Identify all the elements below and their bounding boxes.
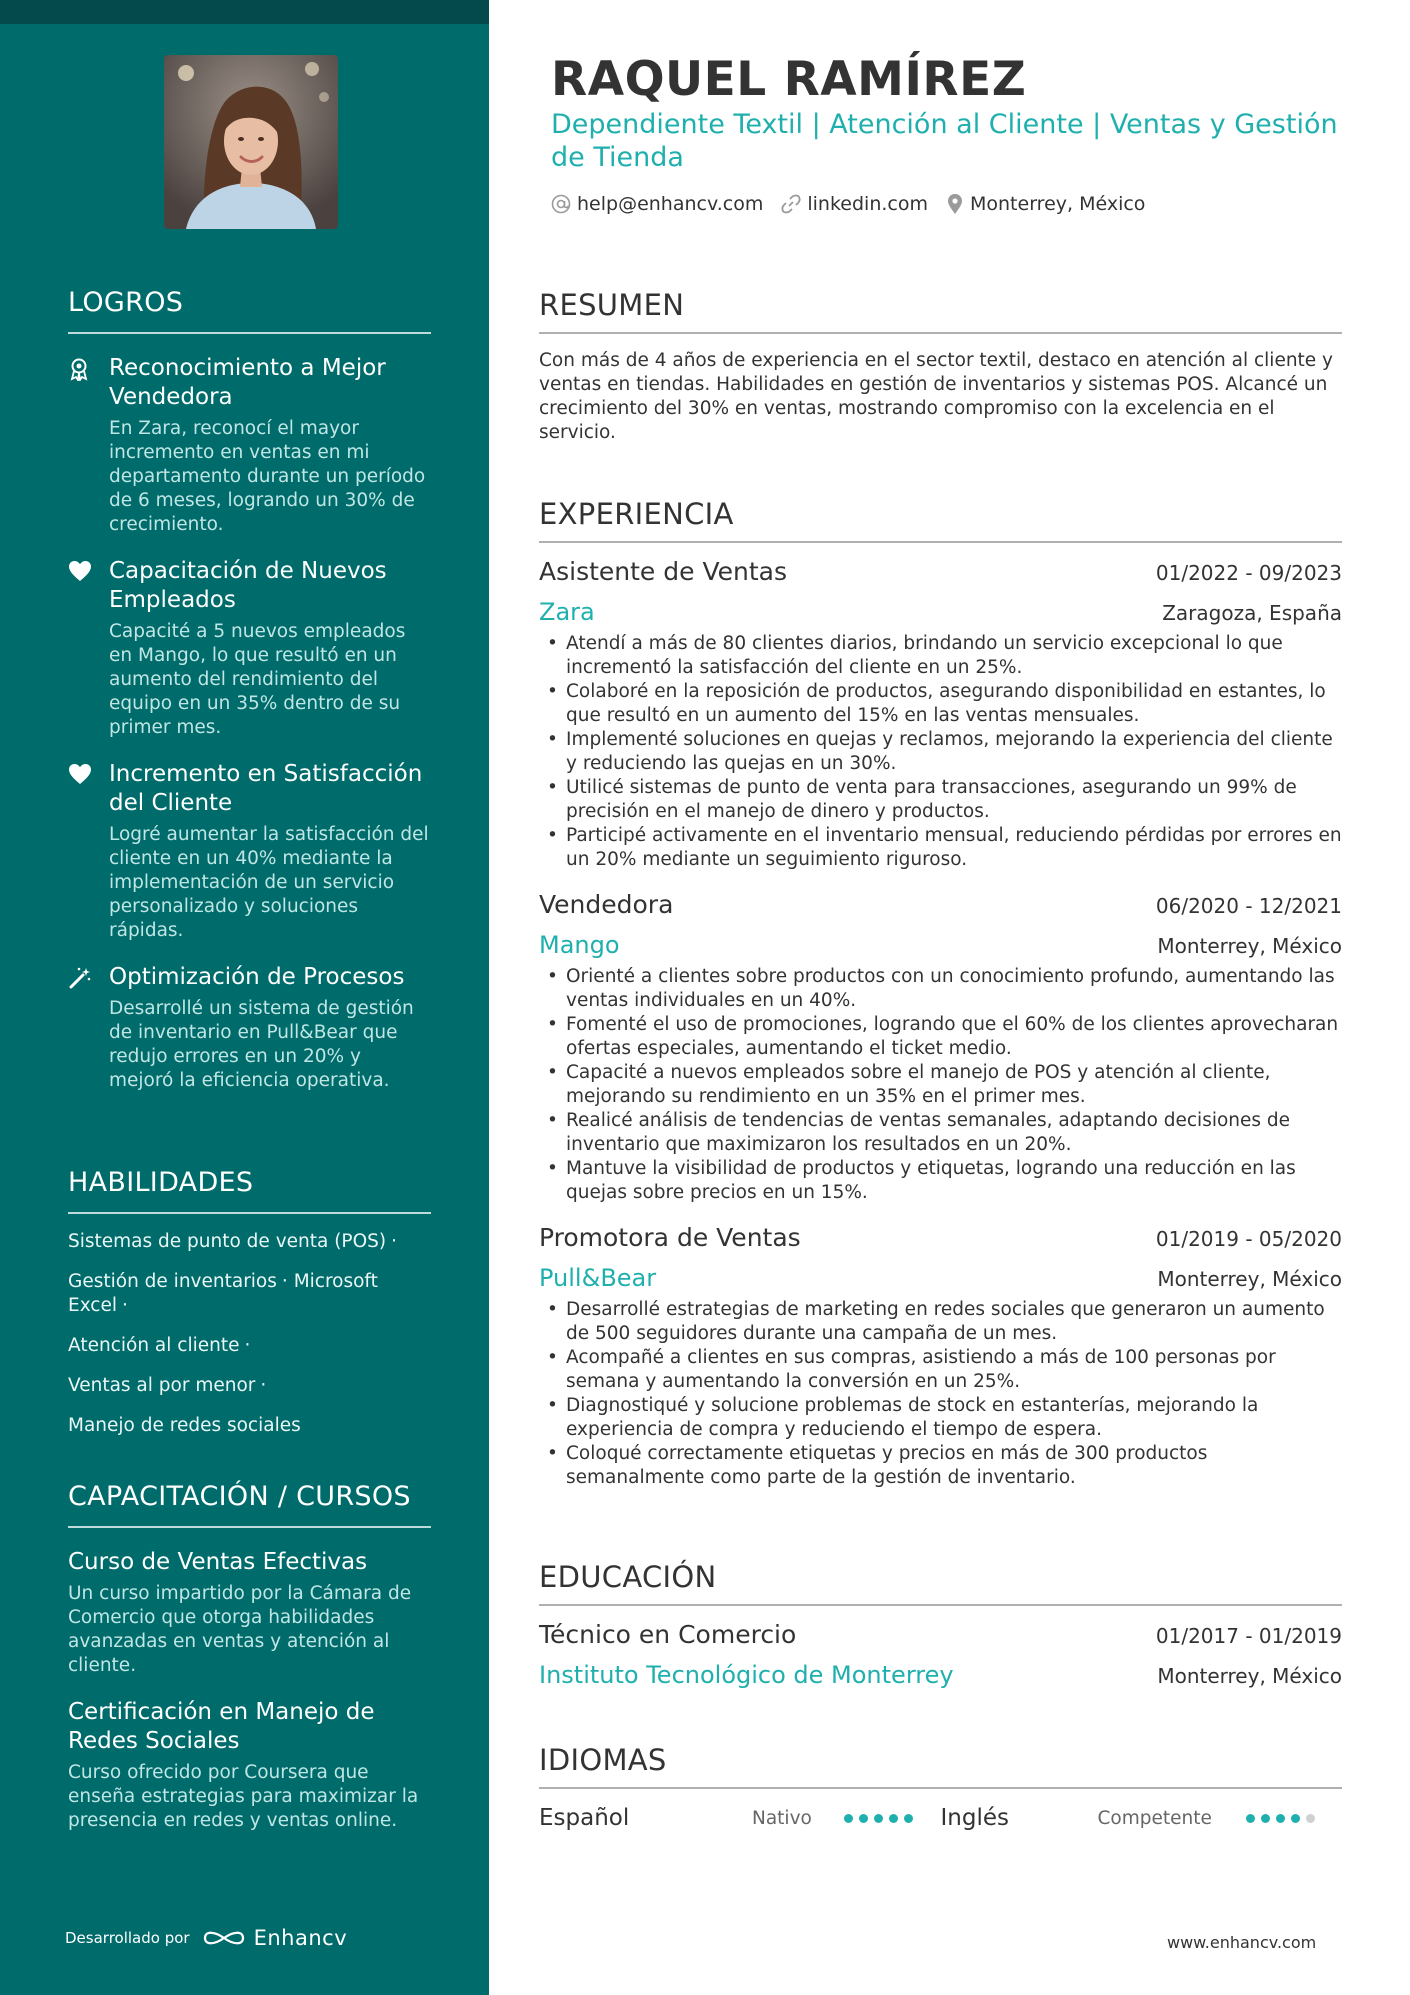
job-bullet: • Realicé análisis de tendencias de ventas semanales, adaptando decisiones de inventario que maximizaron los resultados en un 20%. — [539, 1109, 1342, 1157]
magic-wand-icon — [68, 966, 92, 990]
course-title: Curso de Ventas Efectivas — [68, 1549, 368, 1575]
education-section — [539, 1560, 1342, 1689]
courses-heading: CAPACITACIÓN / CURSOS — [68, 1481, 431, 1528]
contact-linkedin[interactable] — [781, 193, 928, 215]
achievement-description: En Zara, reconocí el mayor incremento en ventas en mi departamento durante un período de 6 meses, logrando un 30% de crecimiento. — [109, 418, 426, 535]
rating-dot — [904, 1814, 913, 1823]
skill-line — [68, 1374, 431, 1398]
course-item — [68, 1548, 431, 1678]
award-icon — [68, 357, 92, 381]
job-bullets — [539, 632, 1342, 872]
website-link[interactable]: www.enhancv.com — [1167, 1933, 1317, 1952]
skill-separator: · — [281, 1271, 288, 1292]
achievement-description: Capacité a 5 nuevos empleados en Mango, lo que resultó en un aumento del rendimiento del equipo en un 35% dentro de su primer mes. — [109, 621, 406, 738]
enhancv-logo-icon — [202, 1927, 246, 1949]
skills-list — [68, 1230, 431, 1438]
summary-heading: RESUMEN — [539, 288, 1342, 334]
job-company: Zara — [539, 598, 595, 626]
job-bullet: • Colaboré en la reposición de productos, asegurando disponibilidad en estantes, lo que resultó en un aumento del 15% en las ventas mensuales. — [539, 680, 1342, 728]
job-bullet: • Atendí a más de 80 clientes diarios, brindando un servicio excepcional lo que incrementó la satisfacción del cliente en un 25%. — [539, 632, 1342, 680]
skill-item: Manejo de redes sociales — [68, 1415, 301, 1436]
education-dates: 01/2017 - 01/2019 — [1155, 1624, 1342, 1648]
language-item — [539, 1805, 941, 1831]
location-text: Monterrey, México — [970, 193, 1146, 215]
experience-heading: EXPERIENCIA — [539, 497, 1342, 543]
sidebar-footer — [65, 1926, 347, 1950]
achievement-item — [68, 354, 431, 537]
job-bullet: • Mantuve la visibilidad de productos y etiquetas, logrando una reducción en las quejas sobre precios en un 15%. — [539, 1157, 1342, 1205]
job-dates: 01/2019 - 05/2020 — [1155, 1227, 1342, 1251]
job-bullet: • Acompañé a clientes en sus compras, asistiendo a más de 100 personas por semana y aumentando la conversión en un 25%. — [539, 1346, 1342, 1394]
rating-dot — [844, 1814, 853, 1823]
achievement-title: Optimización de Procesos — [109, 964, 405, 990]
summary-text: Con más de 4 años de experiencia en el sector textil, destaco en atención al cliente y ventas en tiendas. Habilidades en gestión de inventarios y sistemas POS. Alcancé un crecimiento del 30% en ventas, mostrando compromiso con la excelencia en el servicio. — [539, 350, 1334, 443]
rating-dot — [1246, 1814, 1255, 1823]
education-heading: EDUCACIÓN — [539, 1560, 1342, 1606]
job-bullets — [539, 1298, 1342, 1490]
job-location: Monterrey, México — [1157, 934, 1342, 958]
skill-line — [68, 1414, 431, 1438]
job-company: Pull&Bear — [539, 1264, 657, 1292]
job-location: Monterrey, México — [1157, 1267, 1342, 1291]
job-bullet: • Capacité a nuevos empleados sobre el manejo de POS y atención al cliente, mejorando su rendimiento en un 35% en el primer mes. — [539, 1061, 1342, 1109]
education-entry — [539, 1620, 1342, 1689]
achievements-section — [68, 287, 431, 1093]
achievement-title: Reconocimiento a Mejor Vendedora — [109, 355, 386, 410]
skills-section — [68, 1167, 431, 1438]
courses-section — [68, 1481, 431, 1833]
job-entry — [539, 557, 1342, 872]
linkedin-text: linkedin.com — [807, 193, 928, 215]
job-bullet: • Diagnostiqué y solucione problemas de stock en estanterías, mejorando la experiencia de compra y reduciendo el tiempo de espera. — [539, 1394, 1342, 1442]
achievement-item — [68, 760, 431, 943]
rating-dot — [1291, 1814, 1300, 1823]
job-entry — [539, 1223, 1342, 1490]
languages-list — [539, 1805, 1342, 1831]
email-text: help@enhancv.com — [577, 193, 764, 215]
course-description: Curso ofrecido por Coursera que enseña estrategias para maximizar la presencia en redes y ventas online. — [68, 1762, 419, 1831]
skill-separator: · — [260, 1375, 267, 1396]
skill-item: Microsoft Excel — [68, 1271, 378, 1316]
achievement-title: Capacitación de Nuevos Empleados — [109, 558, 387, 613]
skill-separator: · — [391, 1231, 398, 1252]
achievement-title: Incremento en Satisfacción del Cliente — [109, 761, 423, 816]
rating-dot — [1276, 1814, 1285, 1823]
skill-item: Sistemas de punto de venta (POS) — [68, 1231, 387, 1252]
sidebar-top-bar — [0, 0, 489, 24]
skill-line — [68, 1334, 431, 1358]
school-name: Instituto Tecnológico de Monterrey — [539, 1661, 954, 1689]
achievement-description: Logré aumentar la satisfacción del cliente en un 40% mediante la implementación de un servicio personalizado y soluciones rápidas. — [109, 824, 429, 941]
job-title: Vendedora — [539, 890, 674, 919]
skill-line — [68, 1270, 431, 1318]
summary-section — [539, 288, 1342, 445]
language-rating — [844, 1814, 919, 1823]
job-bullet: • Participé activamente en el inventario mensual, reduciendo pérdidas por errores en un 20% mediante un seguimiento riguroso. — [539, 824, 1342, 872]
developed-by-label: Desarrollado por — [65, 1929, 190, 1947]
language-name: Español — [539, 1805, 630, 1831]
job-bullet: • Coloqué correctamente etiquetas y precios en más de 300 productos semanalmente como parte de la gestión de inventario. — [539, 1442, 1342, 1490]
job-title: Asistente de Ventas — [539, 557, 787, 586]
job-bullet: • Fomenté el uso de promociones, logrando que el 60% de los clientes aprovecharan ofertas especiales, aumentando el ticket medio. — [539, 1013, 1342, 1061]
skill-line — [68, 1230, 431, 1254]
job-dates: 01/2022 - 09/2023 — [1155, 561, 1342, 585]
contact-location — [946, 193, 1145, 215]
school-location: Monterrey, México — [1157, 1664, 1342, 1688]
profile-photo — [164, 55, 338, 229]
languages-heading: IDIOMAS — [539, 1743, 1342, 1789]
job-bullet: • Implementé soluciones en quejas y reclamos, mejorando la experiencia del cliente y reduciendo las quejas en un 30%. — [539, 728, 1342, 776]
link-icon — [781, 194, 801, 214]
achievements-heading: LOGROS — [68, 287, 431, 334]
achievement-item — [68, 557, 431, 740]
job-bullet: • Utilicé sistemas de punto de venta para transacciones, asegurando un 99% de precisión en el manejo de dinero y productos. — [539, 776, 1342, 824]
contact-bar — [551, 193, 1163, 215]
enhancv-logo[interactable] — [202, 1926, 348, 1950]
rating-dot — [889, 1814, 898, 1823]
language-level: Nativo — [752, 1807, 812, 1829]
contact-email[interactable] — [551, 193, 763, 215]
course-item — [68, 1698, 431, 1833]
job-location: Zaragoza, España — [1162, 601, 1342, 625]
experience-section — [539, 497, 1342, 1490]
skill-separator: · — [122, 1295, 128, 1316]
at-icon — [551, 194, 571, 214]
job-entry — [539, 890, 1342, 1205]
location-pin-icon — [946, 193, 964, 215]
heart-icon — [68, 763, 92, 787]
degree-title: Técnico en Comercio — [539, 1620, 797, 1649]
job-bullet: • Orienté a clientes sobre productos con un conocimiento profundo, aumentando las ventas individuales en un 40%. — [539, 965, 1342, 1013]
course-description: Un curso impartido por la Cámara de Comercio que otorga habilidades avanzadas en ventas y atención al cliente. — [68, 1583, 412, 1676]
language-item — [941, 1805, 1343, 1831]
rating-dot — [859, 1814, 868, 1823]
job-bullet: • Desarrollé estrategias de marketing en redes sociales que generaron un aumento de 500 seguidores durante una campaña de un mes. — [539, 1298, 1342, 1346]
job-title: Promotora de Ventas — [539, 1223, 801, 1252]
candidate-headline: Dependiente Textil | Atención al Cliente | Ventas y Gestión de Tienda — [551, 109, 1338, 173]
sidebar — [0, 0, 489, 1995]
job-bullets — [539, 965, 1342, 1205]
skill-item: Ventas al por menor — [68, 1375, 256, 1396]
rating-dot — [874, 1814, 883, 1823]
rating-dot — [1306, 1814, 1315, 1823]
job-dates: 06/2020 - 12/2021 — [1155, 894, 1342, 918]
candidate-name: RAQUEL RAMÍREZ — [551, 52, 1027, 107]
skill-item: Atención al cliente — [68, 1335, 240, 1356]
job-company: Mango — [539, 931, 620, 959]
skill-item: Gestión de inventarios — [68, 1271, 277, 1292]
achievement-item — [68, 963, 431, 1093]
heart-icon — [68, 560, 92, 584]
course-title: Certificación en Manejo de Redes Sociales — [68, 1699, 375, 1754]
rating-dot — [1261, 1814, 1270, 1823]
languages-section — [539, 1743, 1342, 1831]
language-rating — [1246, 1814, 1321, 1823]
skills-heading: HABILIDADES — [68, 1167, 431, 1214]
language-name: Inglés — [940, 1805, 1009, 1831]
language-level: Competente — [1097, 1807, 1212, 1829]
brand-name: Enhancv — [253, 1926, 348, 1950]
achievement-description: Desarrollé un sistema de gestión de inventario en Pull&Bear que redujo errores en un 20% y mejoró la eficiencia operativa. — [109, 998, 414, 1091]
skill-separator: · — [244, 1335, 251, 1356]
